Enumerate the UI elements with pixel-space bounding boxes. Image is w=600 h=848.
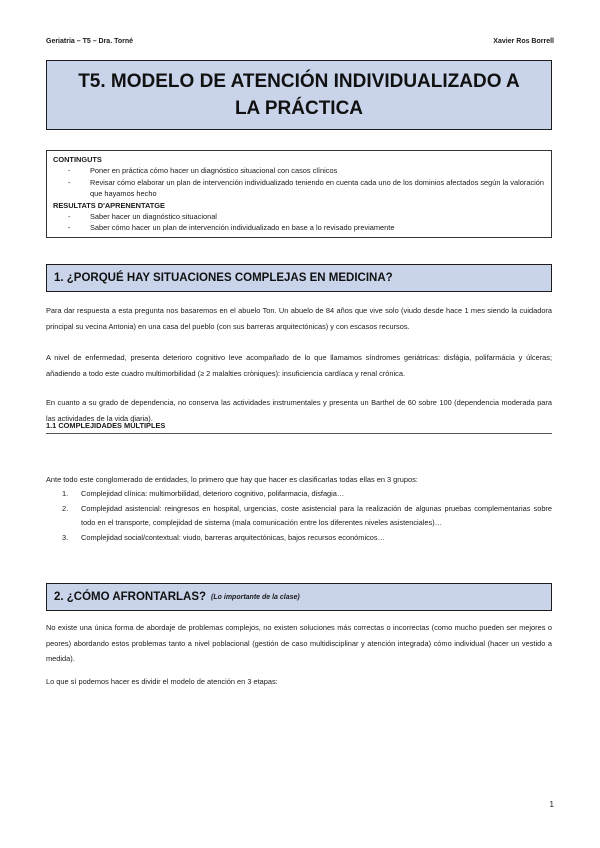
list-item [46, 531, 552, 546]
section1-heading: 1. ¿PORQUÉ HAY SITUACIONES COMPLEJAS EN MEDICINA? [54, 272, 393, 284]
page-title [78, 68, 520, 122]
list-item [46, 502, 552, 531]
page-number: 1 [549, 800, 554, 809]
resultats-list [53, 211, 545, 234]
resultats-label: RESULTATS D'APRENENTATGE [53, 200, 165, 210]
section2-header [46, 583, 552, 611]
section1-para2: A nivel de enfermedad, presenta deterioro cognitivo leve acompañado de lo que llamamos síndromes geriátricas: disfágia, polifarmácia y úlceras; añadiendo a todo este cuadro multimorbilidad (≥ 2 malalties cròniques): insuficiencia cardíaca y renal crónica. [46, 353, 552, 378]
header-right: Xavier Ros Borrell [493, 38, 554, 45]
section2-para2: Lo que sí podemos hacer es dividir el modelo de atención en 3 etapas: [46, 677, 278, 686]
page-title-line2: LA PRÁCTICA [234, 98, 364, 119]
list-number: 2. [62, 503, 69, 513]
list-number: 1. [62, 489, 69, 498]
section2-para1: No existe una única forma de abordaje de problemas complejos, no existen soluciones más correctas o incorrectas (como mucho pueden ser mejores o peores) abordando estos problemas tanto a nivel poblacional (gestión de caso multidisciplinar y atención integrada) cómo individual (hacer un vestido a medida). [46, 623, 552, 663]
list-item: - Poner en práctica cómo hacer un diagnóstico situacional con casos clínicos [53, 165, 545, 176]
section1-header [46, 264, 552, 292]
title-box [46, 60, 552, 130]
page-title-line1: T5. MODELO DE ATENCIÓN INDIVIDUALIZADO A [78, 71, 520, 92]
section1-para1: Para dar respuesta a esta pregunta nos basaremos en el abuelo Ton. Un abuelo de 84 años que vive solo (viudo desde hace 1 mes siendo la cuidadora principal su vecina Antonia) en una casa del pueblo (con sus barreras arquitectónicas) y con escasos recursos. [46, 306, 552, 331]
list-number: 3. [62, 532, 69, 542]
list-item: - Revisar cómo elaborar un plan de intervención individualizado teniendo en cuenta cada uno de los dominios afectados según la valoración que hayamos hecho [53, 177, 545, 200]
list-item [46, 487, 552, 502]
contingut-label: CONTINGUTS [53, 155, 102, 164]
list-text: Complejidad clínica: multimorbilidad, deterioro cognitivo, polifarmacia, disfagia… [81, 489, 345, 498]
section1-subheading: 1.1 COMPLEJIDADES MÚLTIPLES [46, 420, 552, 434]
section1-para4: Ante todo este conglomerado de entidades, lo primero que hay que hacer es clasificarlas todas ellas en 3 grupos: [46, 475, 418, 484]
contingut-list [53, 165, 545, 199]
list-item: - Saber hacer un diagnóstico situacional [53, 211, 545, 222]
contents-box [46, 150, 552, 238]
list-text: Complejidad social/contextual: viudo, barreras arquitectónicas, bajos recursos económicos… [81, 532, 385, 542]
section1-para3: En cuanto a su grado de dependencia, no conserva las actividades instrumentales y presenta un Barthel de 60 sobre 100 (dependencia moderada para las actividades de la vida diaria). [46, 398, 552, 423]
section2-heading: 2. ¿CÓMO AFRONTARLAS? [54, 591, 207, 603]
complexity-list [46, 487, 552, 545]
section2-note: (Lo importante de la clase) [211, 593, 300, 601]
header-left: Geriatria – T5 – Dra. Torné [46, 38, 134, 45]
list-item: - Saber cómo hacer un plan de intervención individualizado en base a lo revisado previamente [53, 222, 545, 233]
list-text: Complejidad asistencial: reingresos en hospital, urgencias, coste asistencial para la realización de algunas pruebas complementarias sobre todo en el transporte, complejidad de sistema (mala comunicación entre los diferentes niveles asistenciales)… [81, 503, 552, 527]
